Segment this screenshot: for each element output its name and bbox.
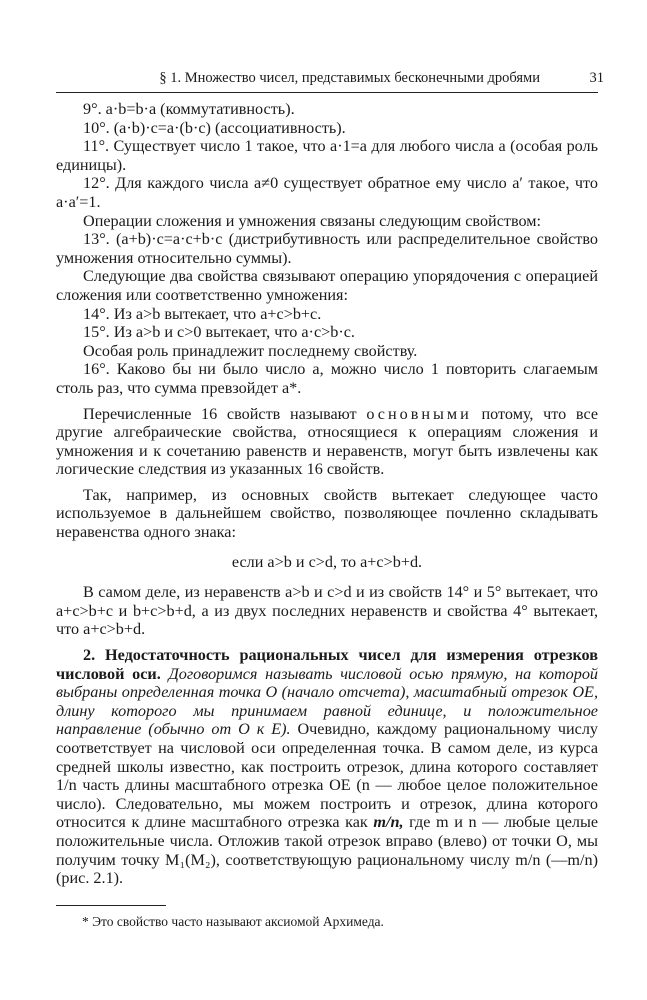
header-rule bbox=[56, 92, 598, 93]
property-16: 16°. Каково бы ни было число a, можно число 1 повторить слагаемым столь раз, что сумма превзойдет a*. bbox=[56, 360, 598, 397]
section-2-text-1: Очевидно, каждому рациональному числу соответствует на числовой оси определенная точка. В самом деле, из курса средней школы известно, как построить отрезок, длина которого составляет 1/n часть длины масштабного отрезка OE (n — любое целое положительное число). Следовательно, мы можем построить и отрезок, длина которого относится к длине масштабного отрезка как bbox=[56, 720, 599, 832]
property-14: 14°. Из a>b вытекает, что a+c>b+c. bbox=[83, 304, 322, 323]
section-2-definition: Договоримся называть числовой осью прямую, на которой выбраны определенная точка O (начало отсчета), масштабный отрезок OE, длину которого мы принимаем равной единице, и положительное направление (обычно от O к E). bbox=[56, 664, 599, 739]
property-11: 11°. Существует число 1 такое, что a·1=a для любого числа a (особая роль единицы). bbox=[56, 137, 598, 174]
property-12: 12°. Для каждого числа a≠0 существует обратное ему число a′ такое, что a·a′=1. bbox=[56, 174, 598, 211]
section-2-paragraph bbox=[56, 646, 598, 888]
paragraph-operations-link: Операции сложения и умножения связаны следующим свойством: bbox=[83, 211, 542, 230]
section-2-text-2: где m и n — любые целые положительные числа. Отложив такой отрезок вправо (влево) от точки O, мы получим точку M₁(M₂), соответствующую рациональному числу m/n (—m/n) (рис. 2.1). bbox=[56, 813, 599, 888]
section-2-fraction: m/n, bbox=[373, 813, 404, 832]
property-13: 13°. (a+b)·c=a·c+b·c (дистрибутивность или распределительное свойство умножения относительно суммы). bbox=[56, 230, 598, 267]
paragraph-example: Так, например, из основных свойств вытекает следующее часто используемое в дальнейшем свойство, позволяющее почленно складывать неравенства одного знака: bbox=[56, 485, 598, 542]
property-9: 9°. a·b=b·a (коммутативность). bbox=[83, 100, 295, 118]
paragraph-special-role: Особая роль принадлежит последнему свойству. bbox=[83, 341, 418, 360]
running-header bbox=[56, 70, 604, 90]
paragraph-ordering-link: Следующие два свойства связывают операцию упорядочения с операцией сложения или соответственно умножения: bbox=[56, 267, 598, 304]
page-body bbox=[56, 100, 598, 888]
running-header-title: § 1. Множество чисел, представимых бесконечными дробями bbox=[159, 70, 540, 86]
basic-after: потому, что все другие алгебраические свойства, относящиеся к операциям сложения и умножения и к сочетанию равенств и неравенств, могут быть извлечены как логические следствия из указанных 16 свойств. bbox=[56, 404, 599, 479]
basic-term: основными bbox=[366, 404, 472, 423]
property-10: 10°. (a·b)·c=a·(b·c) (ассоциативность). bbox=[83, 118, 346, 137]
paragraph-basic-properties bbox=[56, 405, 598, 479]
footnote: * Это свойство часто называют аксиомой Архимеда. bbox=[82, 914, 384, 929]
property-15: 15°. Из a>b и c>0 вытекает, что a·c>b·c. bbox=[83, 323, 355, 342]
footnote-rule bbox=[56, 905, 166, 906]
basic-before: Перечисленные 16 свойств называют bbox=[83, 404, 357, 423]
formula-inequality-sum: если a>b и c>d, то a+c>b+d. bbox=[231, 552, 423, 571]
section-2-heading: 2. Недостаточность рациональных чисел для измерения отрезков числовой оси. bbox=[56, 646, 598, 683]
page-number: 31 bbox=[589, 70, 604, 86]
paragraph-proof: В самом деле, из неравенств a>b и c>d и из свойств 14° и 5° вытекает, что a+c>b+c и b+c>b+d, а из двух последних неравенств и свойства 4° вытекает, что a+c>b+d. bbox=[56, 583, 598, 639]
